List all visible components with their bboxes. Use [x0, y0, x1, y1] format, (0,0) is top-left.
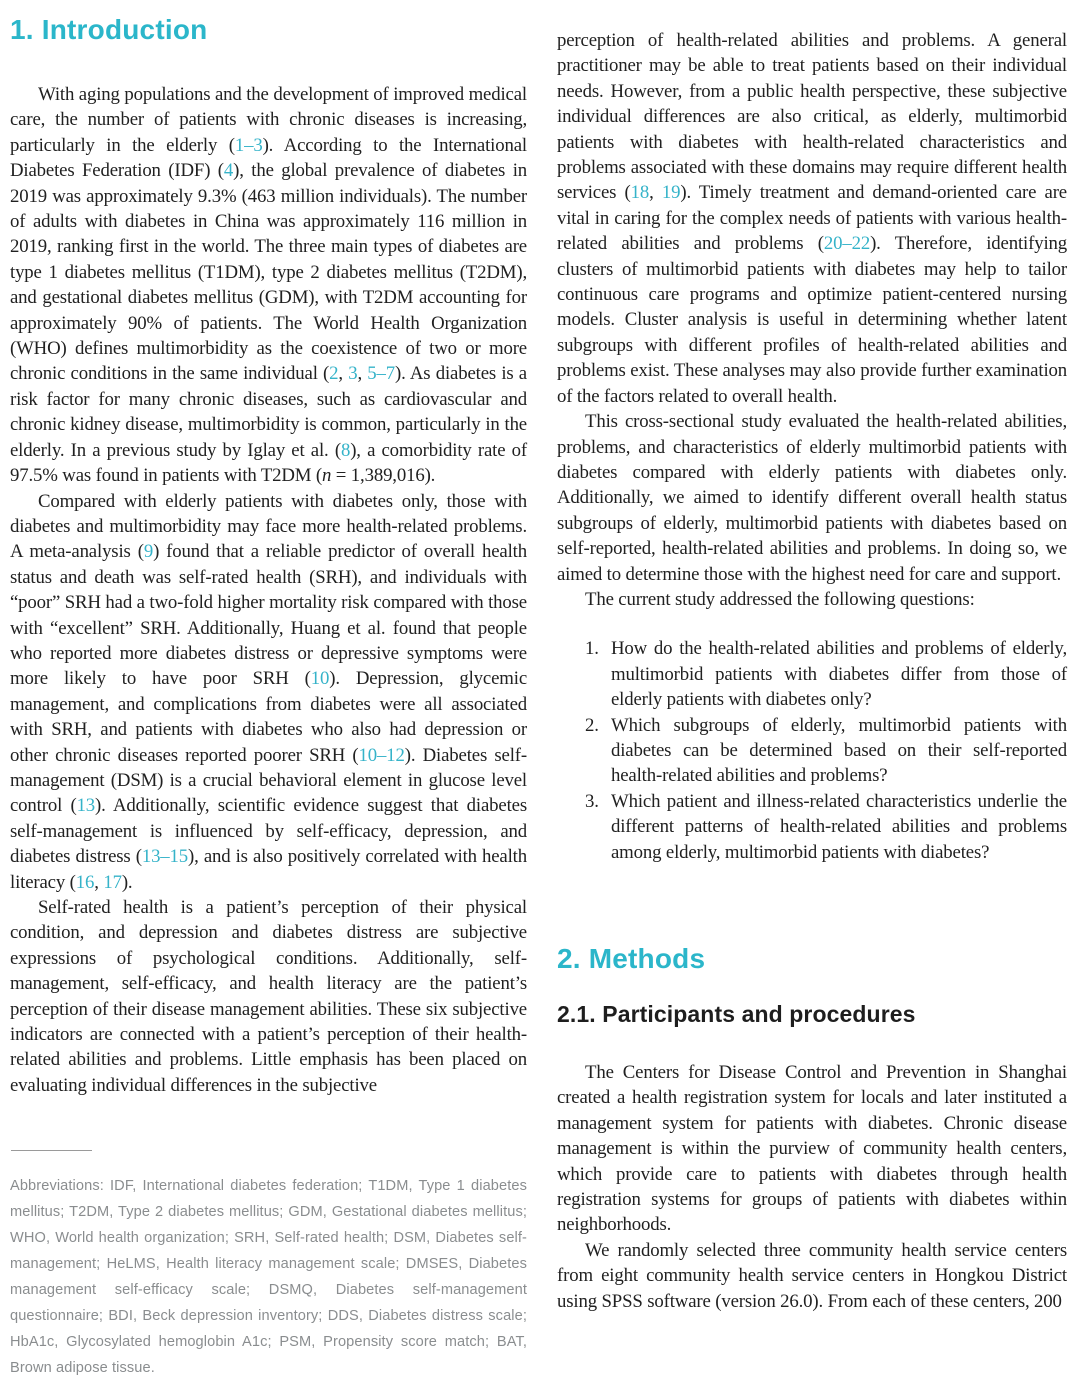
- text-run: ). Timely treatment and demand-oriented care are vital in caring for the complex needs of patients with various health-related abilities and problems (: [557, 182, 1067, 255]
- text-run: ) found that a reliable predictor of overall health status and death was self-rated health (SRH), and individuals with “poor” SRH had a two-fold higher mortality risk compared with those with “excellent” SRH. Additionally, Huang et al. found that people who reported more diabetes distress or depressive symptoms were more likely to have poor SRH (: [10, 541, 527, 690]
- citation-link[interactable]: 10: [310, 668, 330, 690]
- text-run: perception of health-related abilities and problems. A general practitioner may be able to treat patients based on their individual needs. However, from a public health perspective, these subjective individual differences are also critical, as elderly, multimorbid patients with diabetes with health-related characteristics and problems associated with these domains may require different health services (: [557, 30, 1067, 204]
- citation-link[interactable]: 5–7: [367, 363, 396, 385]
- question-item-3: [585, 789, 1067, 865]
- intro-paragraph-4-continuation: [557, 28, 1067, 409]
- study-aim-paragraph: [557, 409, 1067, 587]
- citation-link[interactable]: 20–22: [823, 233, 871, 255]
- text-run: ). As diabetes is a risk factor for many chronic diseases, such as cardiovascular and chronic kidney disease, multimorbidity is common, particularly in the elderly. In a previous study by Iglay et al. (: [10, 363, 527, 461]
- footnote-divider: [11, 1150, 92, 1151]
- methods-paragraph-2: [557, 1238, 1067, 1314]
- text-run: The current study addressed the following questions:: [585, 588, 975, 610]
- text-run: ). Additionally, scientific evidence suggest that diabetes self-management is influenced by self-efficacy, depression, and diabetes distress (: [10, 795, 527, 868]
- citation-link[interactable]: 4: [223, 160, 234, 182]
- text-run: ). Diabetes self-management (DSM) is a crucial behavioral element in glucose level control (: [10, 744, 527, 817]
- question-number: 2.: [585, 714, 599, 736]
- questions-intro-paragraph: [557, 587, 1067, 612]
- question-number: 1.: [585, 638, 599, 660]
- text-run: We randomly selected three community health service centers from eight community health service centers in Hongkou District using SPSS software (version 26.0). From each of these centers, 200: [557, 1239, 1067, 1312]
- citation-link[interactable]: 17: [103, 871, 122, 893]
- intro-paragraph-1: [10, 82, 527, 489]
- text-run: ). Therefore, identifying clusters of multimorbid patients with diabetes may help to tailor continuous care programs and optimize patient-centered nursing models. Cluster analysis is useful in determining whether latent subgroups with different profiles of health-related abilities and problems exist. These analyses may also provide further examination of the factors related to overall health.: [557, 233, 1067, 407]
- text-run: Compared with elderly patients with diabetes only, those with diabetes and multimorbidity may face more health-related problems. A meta-analysis (: [10, 490, 527, 563]
- citation-link[interactable]: 19: [661, 182, 681, 204]
- citation-link[interactable]: 13: [76, 795, 96, 817]
- text-run: ,: [94, 871, 104, 893]
- question-number: 3.: [585, 790, 599, 812]
- abbreviations-footnote: Abbreviations: IDF, International diabetes federation; T1DM, Type 1 diabetes mellitus; T2DM, Type 2 diabetes mellitus; GDM, Gestational diabetes mellitus; WHO, World health organization; SRH, Self-rated health; DSM, Diabetes self-management; HeLMS, Health literacy management scale; DMSES, Diabetes management self-efficacy scale; DSMQ, Diabetes self-management questionnaire; BDI, Beck depression inventory; DDS, Diabetes distress scale; HbA1c, Glycosylated hemoglobin A1c; PSM, Propensity score match; BAT, Brown adipose tissue.: [10, 1178, 527, 1377]
- text-run: ), the global prevalence of diabetes in 2019 was approximately 9.3% (463 million individuals). The number of adults with diabetes in China was approximately 116 million in 2019, ranking first in the world. The three main types of diabetes are type 1 diabetes mellitus (T1DM), type 2 diabetes mellitus (T2DM), and gestational diabetes mellitus (GDM), with T2DM accounting for approximately 90% of patients. The World Health Organization (WHO) defines multimorbidity as the coexistence of two or more chronic conditions in the same individual (: [10, 160, 527, 385]
- emphasis-text: n: [322, 465, 332, 487]
- text-run: ). According to the International Diabetes Federation (IDF) (: [10, 134, 527, 182]
- citation-link[interactable]: 9: [143, 541, 154, 563]
- question-item-2: [585, 713, 1067, 789]
- question-text: Which subgroups of elderly, multimorbid patients with diabetes can be determined based on their self-reported health-related abilities and problems?: [611, 714, 1067, 787]
- text-run: ,: [338, 363, 349, 385]
- citation-link[interactable]: 1–3: [234, 134, 263, 156]
- citation-link[interactable]: 10–12: [358, 744, 405, 766]
- intro-paragraph-3: [10, 895, 527, 1098]
- text-run: Self-rated health is a patient’s perception of their physical condition, and depression and diabetes distress are subjective expressions of psychological conditions. Additionally, self-management, self-efficacy, and health literacy are the patient’s perception of their disease management abilities. These six subjective indicators are connected with a patient’s perception of their health-related abilities and problems. Little emphasis has been placed on evaluating individual differences in the subjective: [10, 897, 527, 1096]
- left-column: [10, 0, 527, 1396]
- research-questions-list: [557, 636, 1067, 865]
- question-item-1: [585, 636, 1067, 712]
- citation-link[interactable]: 13–15: [141, 846, 189, 868]
- subsection-heading-participants: 2.1. Participants and procedures: [557, 1001, 916, 1027]
- citation-link[interactable]: 2: [329, 363, 339, 385]
- text-run: ,: [649, 182, 662, 204]
- question-text: Which patient and illness-related characteristics underlie the different patterns of health-related abilities and problems among elderly, multimorbid patients with diabetes?: [611, 790, 1067, 863]
- methods-paragraph-1: [557, 1060, 1067, 1238]
- text-run: With aging populations and the development of improved medical care, the number of patients with chronic diseases is increasing, particularly in the elderly (: [10, 84, 527, 156]
- text-run: ).: [121, 871, 133, 893]
- citation-link[interactable]: 8: [340, 439, 351, 461]
- text-run: The Centers for Disease Control and Prevention in Shanghai created a health registration system for locals and later instituted a management system for patients with diabetes. Chronic disease management is within the purview of community health centers, which provide care to patients with diabetes through health registration systems for groups of patients with diabetes within neighborhoods.: [557, 1062, 1067, 1236]
- right-column: [557, 0, 1067, 1396]
- citation-link[interactable]: 3: [348, 363, 358, 385]
- citation-link[interactable]: 16: [75, 871, 95, 893]
- section-heading-methods: 2. Methods: [557, 943, 706, 974]
- section-heading-introduction: 1. Introduction: [10, 14, 208, 45]
- question-text: How do the health-related abilities and problems of elderly, multimorbid patients with diabetes differ from those of elderly patients with diabetes only?: [611, 638, 1067, 711]
- text-run: ), a comorbidity rate of 97.5% was found in patients with T2DM (: [10, 439, 527, 487]
- text-run: = 1,389,016).: [331, 465, 436, 487]
- text-run: ), and is also positively correlated with health literacy (: [10, 846, 527, 893]
- text-run: This cross-sectional study evaluated the health-related abilities, problems, and characteristics of elderly multimorbid patients with diabetes compared with elderly patients with diabetes only. Additionally, we aimed to identify different overall health status subgroups of elderly, multimorbid patients with diabetes based on self-reported, health-related abilities and problems. In doing so, we aimed to determine those with the highest need for care and support.: [557, 411, 1067, 585]
- intro-paragraph-2: [10, 489, 527, 896]
- citation-link[interactable]: 18: [630, 182, 650, 204]
- text-run: ,: [357, 363, 368, 385]
- text-run: ). Depression, glycemic management, and complications from diabetes were all associated with SRH, and patients with diabetes who also had depression or other chronic diseases reported poorer SRH (: [10, 668, 528, 766]
